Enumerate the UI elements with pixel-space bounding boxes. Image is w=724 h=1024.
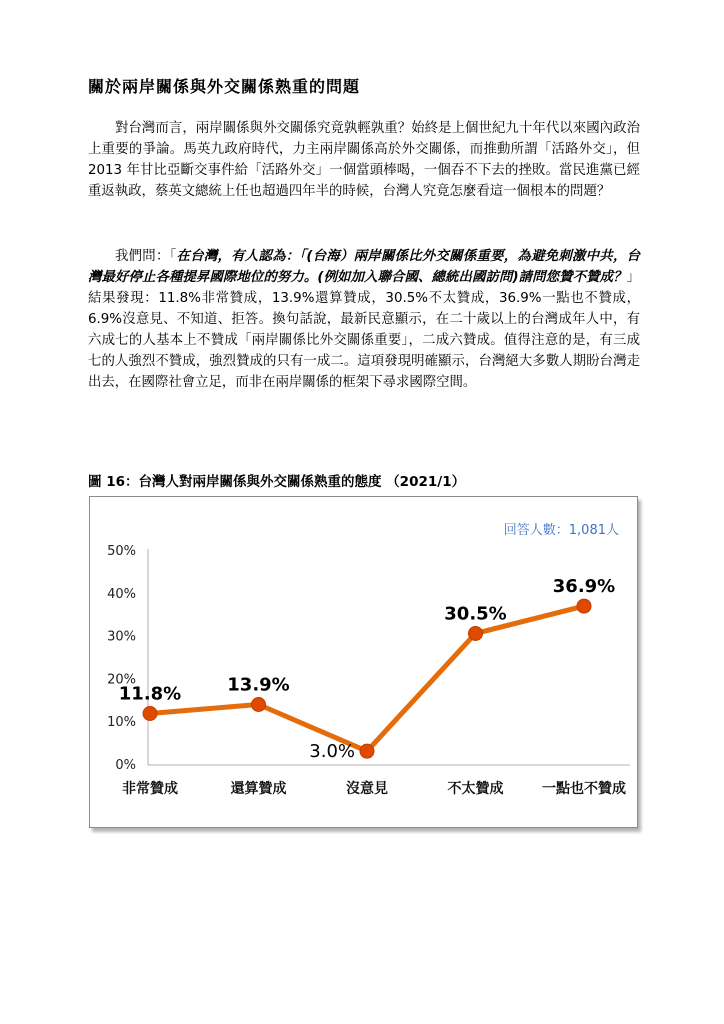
data-point-marker	[143, 706, 157, 720]
y-tick-label: 40%	[107, 586, 136, 602]
respondent-count: 回答人數：1,081人	[503, 523, 619, 538]
paragraph-intro: 對台灣而言，兩岸關係與外交關係究竟孰輕孰重？始終是上個世紀九十年代以來國內政治上重要的爭論。馬英九政府時代，力主兩岸關係高於外交關係，而推動所謂「活路外交」，但 2013 年甘比亞斷交事件給「活路外交」一個當頭棒喝，一個吞不下去的挫敗。當民進黨已經重返執政，蔡英文總統上任也超過四年半的時候，台灣人究竟怎麼看這一個根本的問題？	[88, 121, 640, 199]
data-point-marker	[252, 698, 266, 712]
section-heading: 關於兩岸關係與外交關係熟重的問題	[88, 77, 361, 96]
series-line	[150, 606, 584, 751]
data-point-marker	[469, 626, 483, 640]
data-point-marker	[577, 599, 591, 613]
x-category-label: 沒意見	[346, 781, 388, 797]
x-category-label: 還算贊成	[230, 781, 287, 797]
data-value-label: 30.5%	[444, 603, 507, 625]
x-category-label: 一點也不贊成	[542, 781, 626, 797]
data-point-marker	[360, 744, 374, 758]
y-tick-label: 20%	[107, 672, 136, 688]
line-chart	[90, 497, 637, 827]
data-value-label: 13.9%	[227, 674, 290, 696]
data-value-label: 11.8%	[118, 683, 182, 705]
y-tick-label: 50%	[107, 544, 136, 559]
paragraph-findings	[88, 246, 640, 393]
figure-caption: 圖 16：台灣人對兩岸關係與外交關係熟重的態度 （2021/1）	[88, 474, 466, 490]
findings-text: 」結果發現：11.8%非常贊成，13.9%還算贊成，30.5%不太贊成，36.9%一點也不贊成，6.9%沒意見、不知道、拒答。換句話說，最新民意顯示，在二十歲以上的台灣成年人中，有六成七的人基本上不贊成「兩岸關係比外交關係重要」，二成六贊成。值得注意的是，有三成七的人強烈不贊成，強烈贊成的只有一成二。這項發現明確顯示，台灣絕大多數人期盼台灣走出去，在國際社會立足，而非在兩岸關係的框架下尋求國際空間。	[88, 270, 640, 390]
data-value-label: 3.0%	[309, 741, 355, 763]
question-intro: 我們問：「	[115, 249, 177, 264]
survey-question: 在台灣，有人認為：「(台海）兩岸關係比外交關係重要，為避免刺激中共，台灣最好停止各種提昇國際地位的努力。(例如加入聯合國、總統出國訪問)請問您贊不贊成？	[88, 249, 640, 285]
data-value-label: 36.9%	[552, 576, 616, 598]
x-category-label: 不太贊成	[447, 781, 504, 797]
y-tick-label: 10%	[107, 715, 136, 731]
y-tick-label: 0%	[115, 758, 136, 773]
y-tick-label: 30%	[107, 629, 136, 645]
chart-frame	[89, 496, 638, 828]
x-category-label: 非常贊成	[122, 781, 178, 797]
